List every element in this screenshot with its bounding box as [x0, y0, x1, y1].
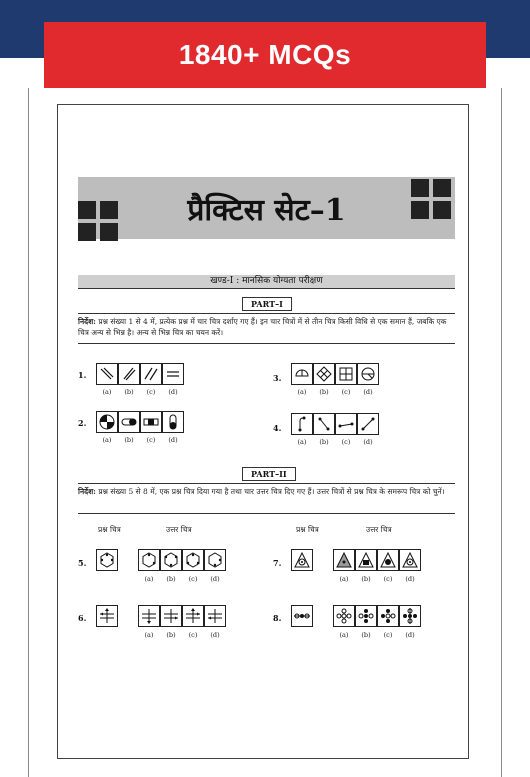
- question-number: 5.: [78, 558, 87, 568]
- figure-problem: [96, 549, 118, 571]
- question-number: 7.: [273, 558, 282, 568]
- practice-set-title-bar: [78, 177, 455, 239]
- figure-a: [291, 363, 313, 385]
- figure-b: [355, 605, 377, 627]
- squares-decoration-left: [78, 201, 118, 241]
- part-2-label: PART–II: [242, 467, 296, 481]
- question-number: 4.: [273, 423, 282, 433]
- question-6-options: (a) (b) (c) (d): [144, 631, 220, 639]
- figure-problem: [96, 605, 118, 627]
- figure-b: [160, 605, 182, 627]
- figure-d: [204, 549, 226, 571]
- question-7-answer-figures: [333, 549, 421, 571]
- question-5-options: (a) (b) (c) (d): [144, 575, 220, 583]
- question-8-answer-figures: [333, 605, 421, 627]
- answer-figure-heading: उत्तर चित्र: [166, 525, 192, 534]
- question-figure-heading: प्रश्न चित्र: [98, 525, 121, 534]
- figure-c: [377, 549, 399, 571]
- figure-d: [162, 411, 184, 433]
- figure-c: [182, 605, 204, 627]
- figure-c: [335, 413, 357, 435]
- question-5-problem-figure: [96, 549, 118, 571]
- question-number: 2.: [78, 418, 87, 428]
- figure-a: [96, 363, 118, 385]
- figure-a: [333, 549, 355, 571]
- figure-d: [399, 549, 421, 571]
- part-1-rule-bottom: [78, 343, 455, 344]
- part-1-instruction: [78, 316, 455, 338]
- question-number: 8.: [273, 613, 282, 623]
- question-5-answer-figures: [138, 549, 226, 571]
- figure-d: [357, 363, 379, 385]
- squares-decoration-right: [411, 179, 451, 219]
- figure-problem: [291, 549, 313, 571]
- figure-a: [138, 549, 160, 571]
- part-2-instruction: [78, 486, 455, 497]
- figure-a: [138, 605, 160, 627]
- question-8-options: (a) (b) (c) (d): [339, 631, 415, 639]
- figure-b: [313, 413, 335, 435]
- figure-d: [357, 413, 379, 435]
- question-1-figures: [96, 363, 184, 385]
- question-4-options: (a) (b) (c) (d): [297, 438, 373, 446]
- question-2-options: (a) (b) (c) (d): [102, 436, 178, 444]
- question-6-answer-figures: [138, 605, 226, 627]
- part-1-rule: [78, 313, 455, 314]
- question-figure-heading: प्रश्न चित्र: [296, 525, 319, 534]
- figure-b: [118, 411, 140, 433]
- figure-c: [140, 363, 162, 385]
- question-3-figures: [291, 363, 379, 385]
- practice-set-title: प्रैक्टिस सेट–1: [187, 192, 346, 228]
- figure-d: [399, 605, 421, 627]
- figure-b: [160, 549, 182, 571]
- answer-figure-heading: उत्तर चित्र: [366, 525, 392, 534]
- figure-a: [96, 411, 118, 433]
- figure-a: [291, 413, 313, 435]
- figure-c: [182, 549, 204, 571]
- part-1-label: PART–I: [242, 297, 292, 311]
- frame-left-line: [28, 88, 29, 777]
- book-page-preview: [57, 104, 469, 759]
- part-2-rule: [78, 483, 455, 484]
- instruction-text: प्रश्न संख्या 1 से 4 में, प्रत्येक प्रश्न में चार चित्र दर्शाए गए हैं। इन चार चित्रों में से तीन चित्र किसी विधि से एक समान हैं, जबकि एक चित्र अन्य से भिन्न है। अन्य से भिन्न चित्र का चयन करें।: [78, 317, 447, 337]
- question-1-options: (a) (b) (c) (d): [102, 388, 178, 396]
- question-7-problem-figure: [291, 549, 313, 571]
- instruction-head: निर्देश:: [78, 317, 96, 326]
- figure-d: [204, 605, 226, 627]
- question-number: 3.: [273, 373, 282, 383]
- question-number: 6.: [78, 613, 87, 623]
- figure-b: [355, 549, 377, 571]
- figure-d: [162, 363, 184, 385]
- question-3-options: (a) (b) (c) (d): [297, 388, 373, 396]
- figure-b: [313, 363, 335, 385]
- figure-a: [333, 605, 355, 627]
- question-7-options: (a) (b) (c) (d): [339, 575, 415, 583]
- banner-title: 1840+ MCQs: [44, 22, 486, 88]
- figure-problem: [291, 605, 313, 627]
- question-4-figures: [291, 413, 379, 435]
- figure-c: [140, 411, 162, 433]
- question-8-problem-figure: [291, 605, 313, 627]
- instruction-head: निर्देश:: [78, 487, 96, 496]
- figure-b: [118, 363, 140, 385]
- frame-right-line: [501, 88, 502, 777]
- question-6-problem-figure: [96, 605, 118, 627]
- part-2-rule-bottom: [78, 513, 455, 514]
- question-2-figures: [96, 411, 184, 433]
- instruction-text: प्रश्न संख्या 5 से 8 में, एक प्रश्न चित्र दिया गया है तथा चार उत्तर चित्र दिए गए हैं। उत्तर चित्रों से प्रश्न चित्र के समरूप चित्र को चुनें।: [98, 487, 445, 496]
- section-heading: खण्ड-I : मानसिक योग्यता परीक्षण: [78, 275, 455, 289]
- figure-c: [377, 605, 399, 627]
- figure-c: [335, 363, 357, 385]
- question-number: 1.: [78, 370, 87, 380]
